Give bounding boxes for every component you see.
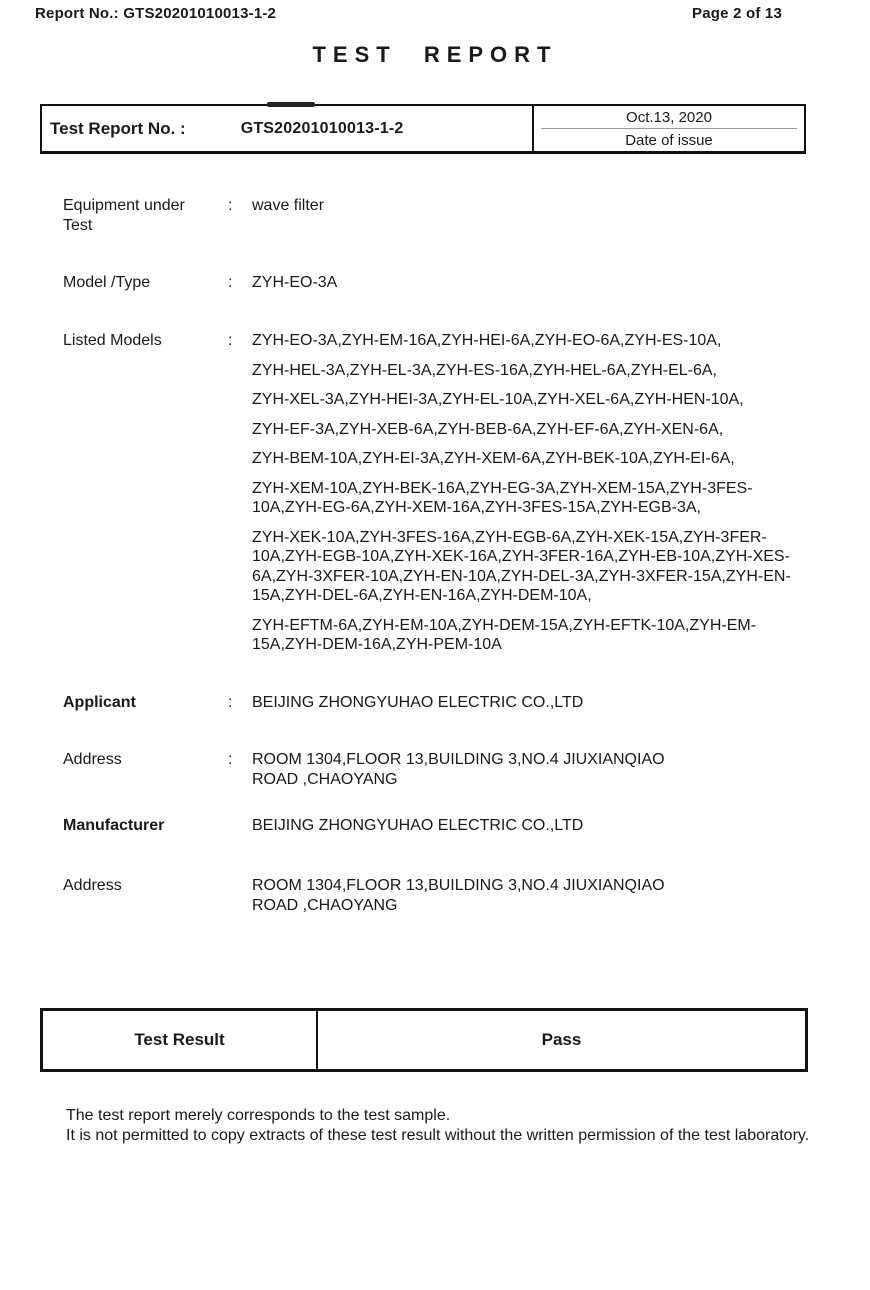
manufacturer-address-label: Address [63, 877, 122, 894]
test-result-value-cell [318, 1011, 805, 1069]
field-row-model [63, 273, 812, 293]
model-label: Model /Type [63, 274, 151, 291]
test-result-value: Pass [541, 1030, 582, 1049]
applicant-label: Applicant [63, 694, 136, 711]
applicant-address-label: Address [63, 751, 122, 768]
equipment-value: wave filter [252, 197, 325, 214]
manufacturer-value: BEIJING ZHONGYUHAO ELECTRIC CO.,LTD [252, 817, 584, 834]
listed-models-label: Listed Models [63, 332, 162, 349]
header-page-indicator: Page 2 of 13 [692, 5, 782, 22]
manufacturer-label: Manufacturer [63, 817, 165, 834]
issue-date-label: Date of issue [625, 131, 713, 149]
field-row-manufacturer-address [63, 876, 812, 916]
test-result-table [40, 1008, 808, 1072]
header-report-no: Report No.: GTS20201010013-1-2 [35, 5, 277, 22]
page-title: TEST REPORT [312, 42, 558, 67]
listed-models-paragraph: ZYH-XEK-10A,ZYH-3FES-16A,ZYH-EGB-6A,ZYH-XEK-15A,ZYH-3FER-10A,ZYH-EGB-10A,ZYH-XEK-16A,ZYH-3FER-16A,ZYH-EB-10A,ZYH-XES-6A,ZYH-3XFER-10A,ZYH-EN-10A,ZYH-DEL-3A,ZYH-3XFER-15A,ZYH-EN-15A,ZYH-DEL-6A,ZYH-EN-16A,ZYH-DEM-10A, [252, 528, 791, 604]
equipment-colon: : [228, 197, 233, 214]
applicant-value: BEIJING ZHONGYUHAO ELECTRIC CO.,LTD [252, 694, 584, 711]
manufacturer-colon [228, 816, 252, 836]
listed-models-paragraph: ZYH-HEL-3A,ZYH-EL-3A,ZYH-ES-16A,ZYH-HEL-6A,ZYH-EL-6A, [252, 361, 717, 379]
date-of-issue-cell [534, 106, 804, 151]
field-row-applicant [63, 693, 812, 713]
listed-models-paragraph: ZYH-XEM-10A,ZYH-BEK-16A,ZYH-EG-3A,ZYH-XEM-15A,ZYH-3FES-10A,ZYH-EG-6A,ZYH-XEM-16A,ZYH-3FES-15A,ZYH-EGB-3A, [252, 479, 753, 516]
test-result-label-cell [43, 1011, 318, 1069]
field-row-equipment [63, 196, 812, 236]
manufacturer-address-value: ROOM 1304,FLOOR 13,BUILDING 3,NO.4 JIUXIANQIAO ROAD ,CHAOYANG [252, 877, 665, 914]
issue-date-value: Oct.13, 2020 [626, 108, 712, 126]
report-number-table [40, 104, 806, 154]
listed-models-paragraph: ZYH-XEL-3A,ZYH-HEI-3A,ZYH-EL-10A,ZYH-XEL-6A,ZYH-HEN-10A, [252, 391, 744, 408]
applicant-address-colon: : [228, 751, 233, 768]
scan-artifact [267, 102, 315, 107]
listed-models-value [252, 331, 812, 655]
report-number-label: Test Report No. : [50, 118, 186, 138]
running-header [35, 5, 782, 22]
listed-models-colon: : [228, 332, 233, 349]
model-value: ZYH-EO-3A [252, 274, 338, 291]
applicant-address-value: ROOM 1304,FLOOR 13,BUILDING 3,NO.4 JIUXIANQIAO ROAD ,CHAOYANG [252, 751, 665, 788]
disclaimer-block [66, 1106, 830, 1145]
listed-models-paragraph: ZYH-BEM-10A,ZYH-EI-3A,ZYH-XEM-6A,ZYH-BEK-10A,ZYH-EI-6A, [252, 450, 735, 467]
listed-models-paragraph: ZYH-EF-3A,ZYH-XEB-6A,ZYH-BEB-6A,ZYH-EF-6A,ZYH-XEN-6A, [252, 420, 724, 438]
listed-models-paragraph: ZYH-EO-3A,ZYH-EM-16A,ZYH-HEI-6A,ZYH-EO-6A,ZYH-ES-10A, [252, 332, 722, 349]
field-row-applicant-address [63, 750, 812, 790]
manufacturer-address-colon [228, 876, 252, 916]
equipment-label: Equipment under Test [63, 197, 185, 234]
field-row-manufacturer [63, 816, 812, 836]
field-row-listed-models [63, 331, 812, 655]
model-colon: : [228, 274, 233, 291]
test-result-label: Test Result [134, 1030, 225, 1049]
listed-models-paragraph: ZYH-EFTM-6A,ZYH-EM-10A,ZYH-DEM-15A,ZYH-EFTK-10A,ZYH-EM-15A,ZYH-DEM-16A,ZYH-PEM-10A [252, 616, 757, 653]
applicant-colon: : [228, 694, 233, 711]
report-number-cell [42, 106, 534, 151]
disclaimer-line-2: It is not permitted to copy extracts of these test result without the written permission of the test laboratory. [66, 1126, 810, 1144]
disclaimer-line-1: The test report merely corresponds to the test sample. [66, 1107, 451, 1124]
report-number-value: GTS20201010013-1-2 [240, 119, 404, 137]
